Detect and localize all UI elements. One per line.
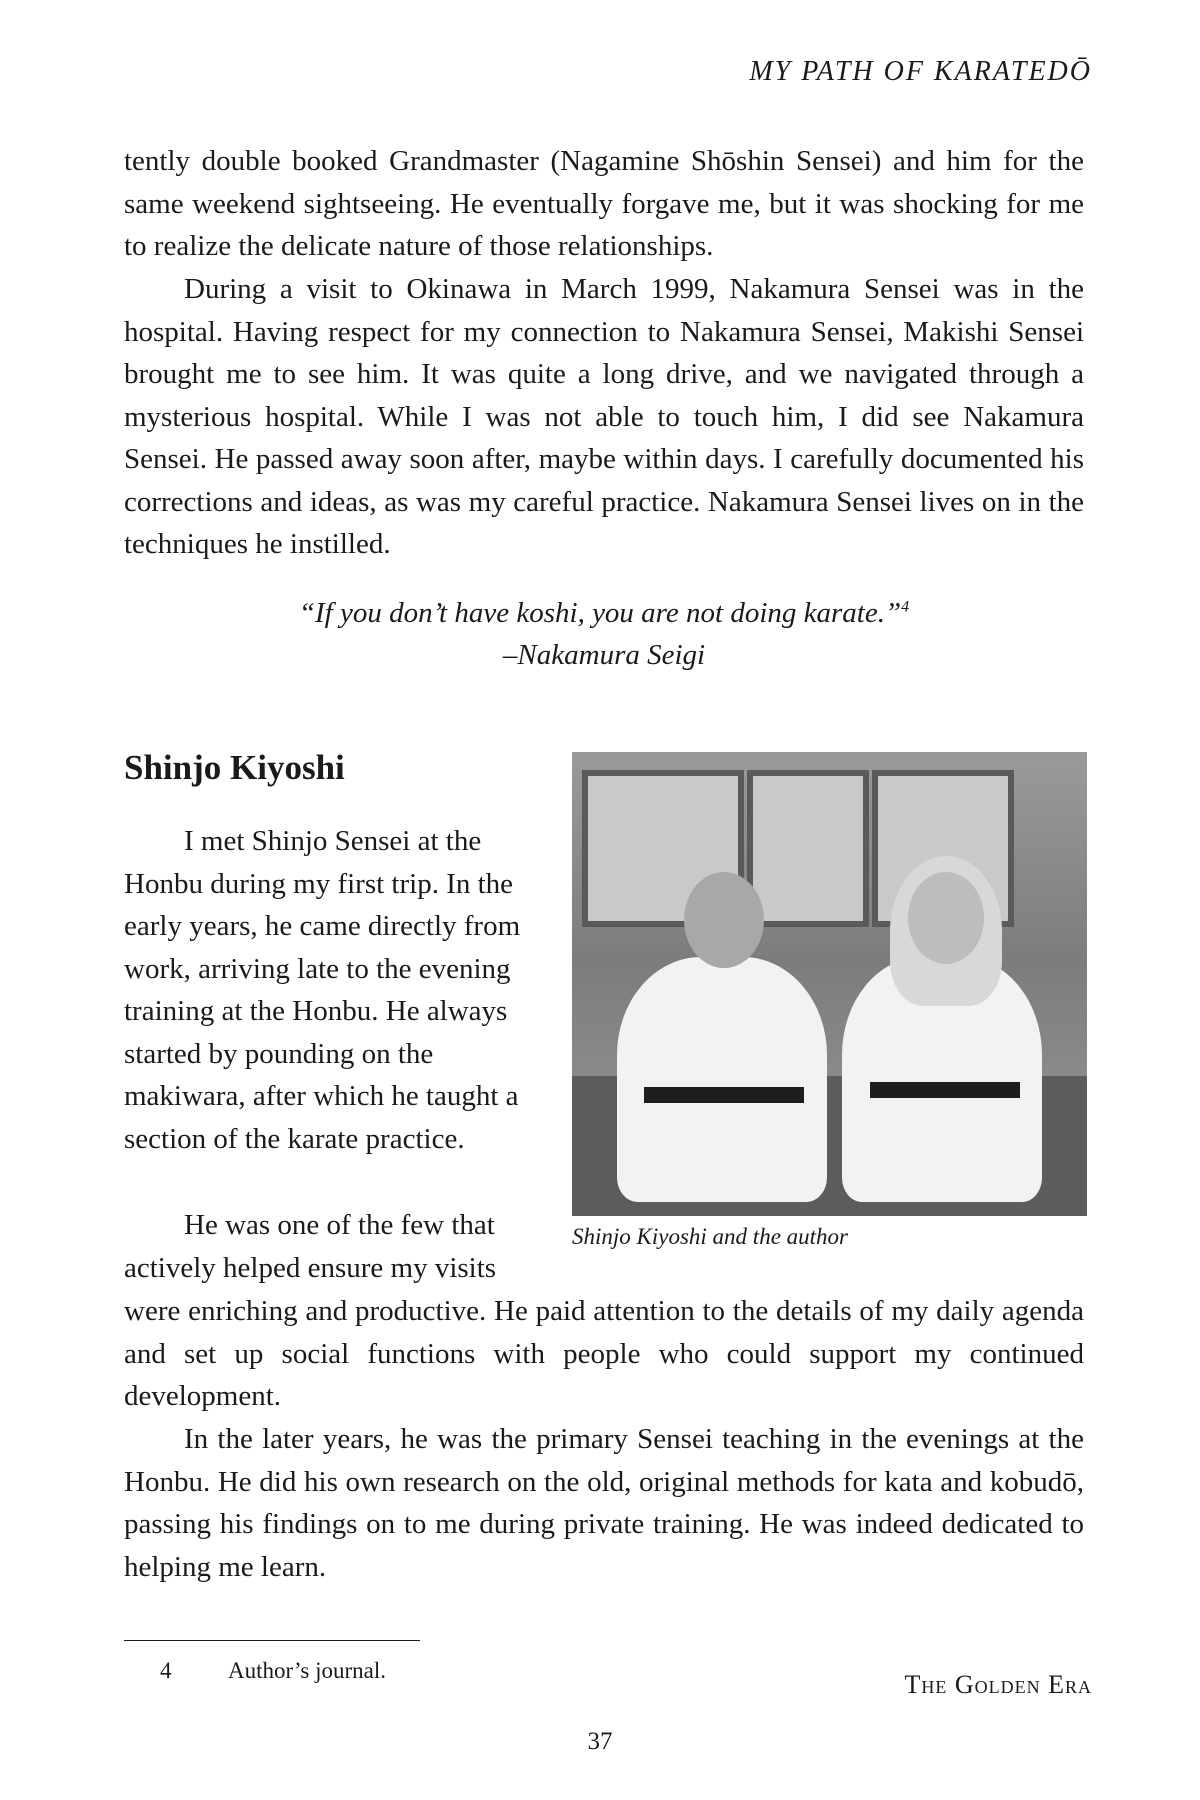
book-section-title: The Golden Era <box>904 1670 1092 1699</box>
footnote <box>160 1658 386 1684</box>
footnote-divider <box>124 1640 420 1641</box>
footnote-reference: 4 <box>901 598 910 616</box>
head-right <box>908 872 984 964</box>
photo-caption: Shinjo Kiyoshi and the author <box>572 1224 848 1249</box>
quote-text: “If you don’t have koshi, you are not doing karate.” <box>298 597 902 629</box>
paragraph-visits-start <box>124 1204 554 1289</box>
head-left <box>684 872 764 968</box>
paragraph-text: were enriching and productive. He paid attention to the details of my daily agenda and set up social functions with people who could support my continued development. <box>124 1295 1084 1412</box>
paragraph-first-meeting <box>124 820 554 1160</box>
figure-left <box>617 957 827 1202</box>
quote-attribution: –Nakamura Seigi <box>502 639 706 671</box>
paragraph-later-years <box>124 1418 1084 1588</box>
paragraph-text: tently double booked Grandmaster (Nagamine Shōshin Sensei) and him for the same weekend sightseeing. He eventually forgave me, but it was shocking for me to realize the delicate nature of those relationships. <box>124 145 1084 262</box>
belt-right <box>870 1082 1020 1098</box>
paragraph-text: I met Shinjo Sensei at the Honbu during my first trip. In the early years, he came directly from work, arriving late to the evening training at the Honbu. He always started by pounding on the makiwara, after which he taught a section of the karate practice. <box>124 825 521 1155</box>
footnote-text: Author’s journal. <box>228 1658 387 1683</box>
footnote-number: 4 <box>160 1658 172 1683</box>
paragraph-text: He was one of the few that actively helped ensure my visits <box>124 1209 497 1284</box>
paragraph-text: In the later years, he was the primary Sensei teaching in the evenings at the Honbu. He did his own research on the old, original methods for kata and kobudō, passing his findings on to me during private training. He was indeed dedicated to helping me learn. <box>124 1423 1084 1583</box>
epigraph-quote <box>124 592 1084 676</box>
section-heading: Shinjo Kiyoshi <box>124 748 345 787</box>
paragraph-visits-continued <box>124 1290 1084 1418</box>
belt-left <box>644 1087 804 1103</box>
photo-shinjo-and-author <box>572 752 1087 1216</box>
window-shape <box>747 770 869 927</box>
page-number: 37 <box>587 1728 613 1755</box>
paragraph-text: During a visit to Okinawa in March 1999, Nakamura Sensei was in the hospital. Having respect for my connection to Nakamura Sensei, Makishi Sensei brought me to see him. It was quite a long drive, and we navigated through a mysterious hospital. While I was not able to touch him, I did see Nakamura Sensei. He passed away soon after, maybe within days. I carefully documented his corrections and ideas, as was my careful practice. Nakamura Sensei lives on in the techniques he instilled. <box>124 273 1084 560</box>
paragraph-hospital-visit <box>124 268 1084 566</box>
running-head: MY PATH OF KARATEDŌ <box>749 56 1092 87</box>
paragraph-continued <box>124 140 1084 268</box>
